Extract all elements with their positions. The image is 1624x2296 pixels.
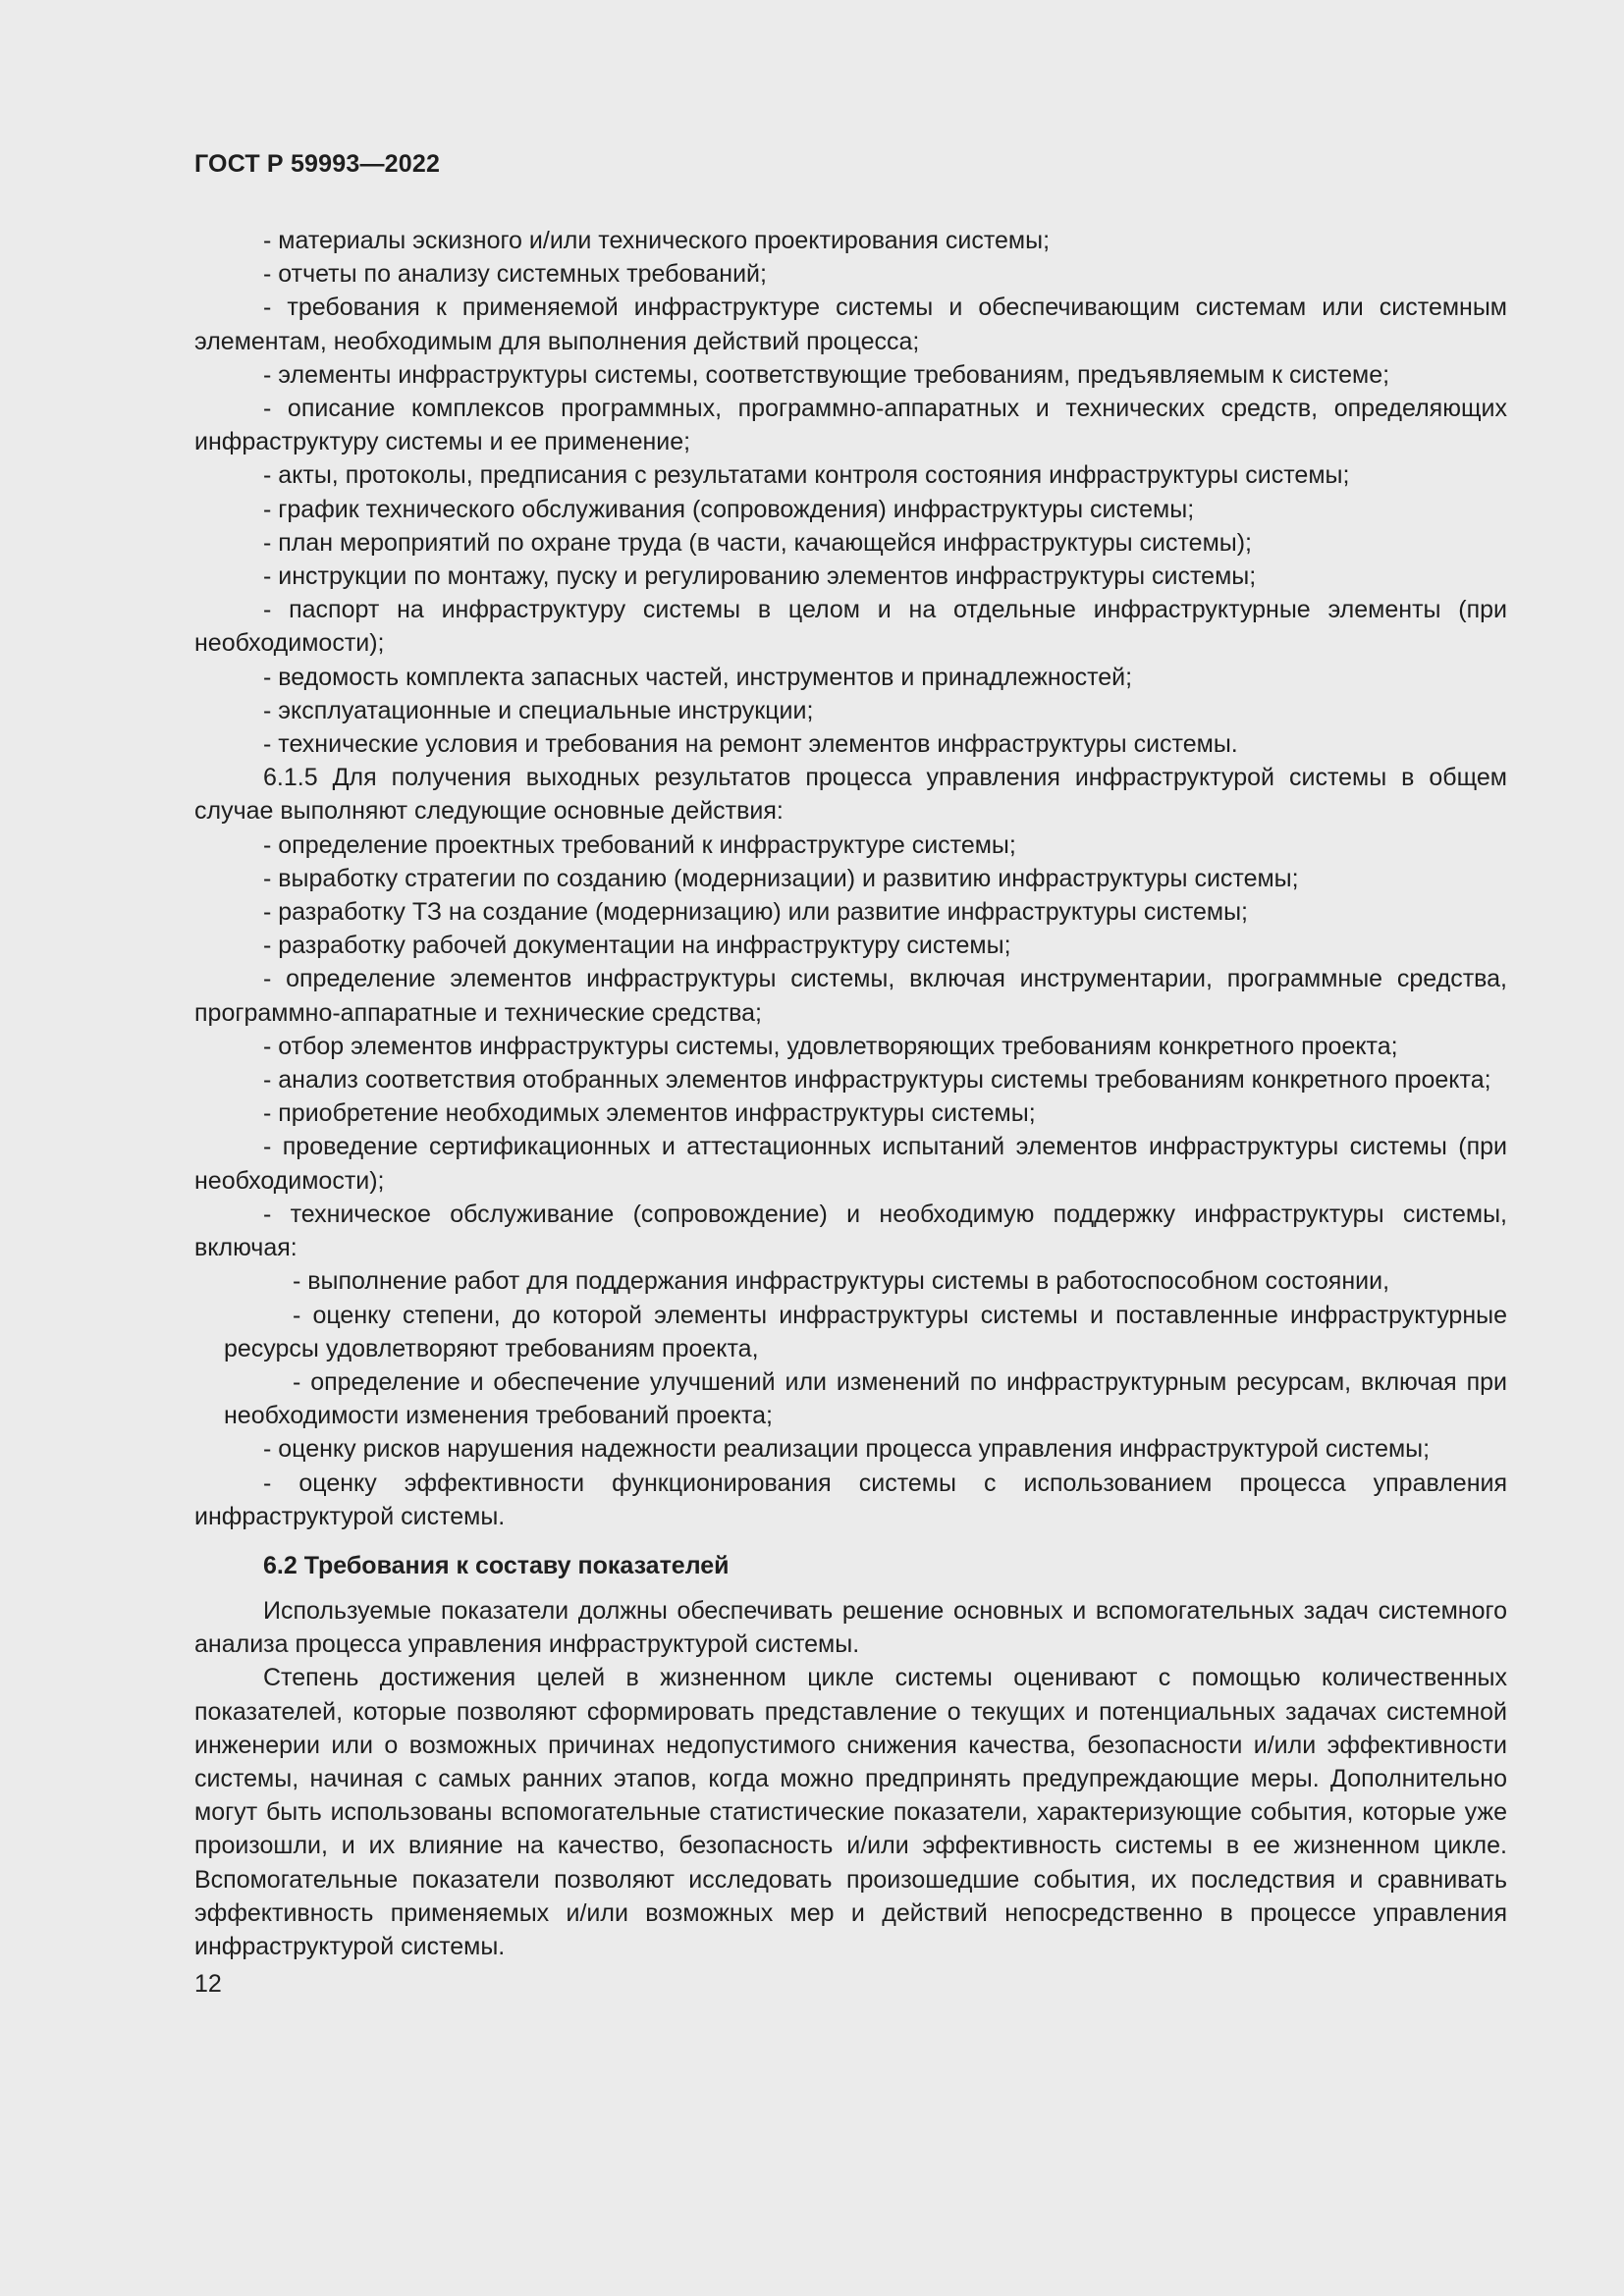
sub-list-item: - выполнение работ для поддержания инфраструктуры системы в работоспособном состоянии,	[293, 1267, 1390, 1296]
section-heading-6-2: 6.2 Требования к составу показателей	[263, 1551, 730, 1579]
list-item: - технические условия и требования на ремонт элементов инфраструктуры системы.	[263, 730, 1238, 759]
list-item: - эксплуатационные и специальные инструкции;	[263, 696, 814, 724]
paragraph: Степень достижения целей в жизненном цикле системы оценивают с помощью количественных показателей, которые позволяют сформировать представление о текущих и потенциальных задачах системной инженерии или о возможных причинах недопустимого снижения качества, безопасности и/или эффективности системы, начиная с самых ранних этапов, когда можно предпринять предупреждающие меры. Дополнительно могут быть использованы вспомогательные статистические показатели, характеризующие события, которые уже произошли, и их влияние на качество, безопасность и/или эффективность системы в ее жизненном цикле. Вспомогательные показатели позволяют исследовать произошедшие события, их последствия и сравнивать эффективность применяемых и/или возможных мер и действий непосредственно в процессе управления инфраструктурой системы.	[194, 1664, 1507, 1960]
standard-header: ГОСТ Р 59993—2022	[194, 150, 441, 178]
list-item: - техническое обслуживание (сопровождение) и необходимую поддержку инфраструктуры системы, включая:	[194, 1200, 1507, 1262]
list-item: - отчеты по анализу системных требований;	[263, 260, 767, 289]
list-item: - элементы инфраструктуры системы, соответствующие требованиям, предъявляемым к системе;	[263, 360, 1390, 389]
body-text	[194, 224, 1507, 1533]
list-item: - разработку ТЗ на создание (модернизацию) или развитие инфраструктуры системы;	[263, 898, 1248, 927]
clause-6-1-5: 6.1.5 Для получения выходных результатов процесса управления инфраструктурой системы в общем случае выполняют следующие основные действия:	[194, 764, 1507, 826]
list-item: - требования к применяемой инфраструктуре системы и обеспечивающим системам или системным элементам, необходимым для выполнения действий процесса;	[194, 294, 1507, 355]
list-item: - анализ соответствия отобранных элементов инфраструктуры системы требованиям конкретного проекта;	[263, 1066, 1491, 1095]
list-item: - описание комплексов программных, программно-аппаратных и технических средств, определяющих инфраструктуру системы и ее применение;	[194, 395, 1507, 456]
list-item: - выработку стратегии по созданию (модернизации) и развитию инфраструктуры системы;	[263, 864, 1299, 892]
list-item: - материалы эскизного и/или технического проектирования системы;	[263, 227, 1051, 254]
page-number: 12	[194, 1970, 222, 1999]
list-item: - паспорт на инфраструктуру системы в целом и на отдельные инфраструктурные элементы (при необходимости);	[194, 596, 1507, 658]
sub-list-item: - оценку степени, до которой элементы инфраструктуры системы и поставленные инфраструктурные ресурсы удовлетворяют требованиям проекта,	[224, 1301, 1507, 1362]
list-item: - инструкции по монтажу, пуску и регулированию элементов инфраструктуры системы;	[263, 562, 1257, 591]
list-item: - ведомость комплекта запасных частей, инструментов и принадлежностей;	[263, 663, 1133, 691]
sub-list-item: - определение и обеспечение улучшений или изменений по инфраструктурным ресурсам, включая при необходимости изменения требований проекта;	[224, 1367, 1507, 1430]
list-item: - проведение сертификационных и аттестационных испытаний элементов инфраструктуры системы (при необходимости);	[194, 1133, 1507, 1195]
list-item: - график технического обслуживания (сопровождения) инфраструктуры системы;	[263, 495, 1195, 523]
section-6-2-text	[194, 1594, 1507, 1963]
list-item: - определение проектных требований к инфраструктуре системы;	[263, 830, 1016, 859]
list-item: - приобретение необходимых элементов инфраструктуры системы;	[263, 1099, 1036, 1128]
list-item: - акты, протоколы, предписания с результатами контроля состояния инфраструктуры системы;	[263, 461, 1350, 490]
list-item: - определение элементов инфраструктуры системы, включая инструментарии, программные средства, программно-аппаратные и технические средства;	[194, 965, 1507, 1027]
list-item: - план мероприятий по охране труда (в части, качающейся инфраструктуры системы);	[263, 528, 1252, 557]
list-item: - оценку рисков нарушения надежности реализации процесса управления инфраструктурой системы;	[263, 1435, 1431, 1464]
list-item: - оценку эффективности функционирования системы с использованием процесса управления инфраструктурой системы.	[194, 1468, 1507, 1530]
paragraph: Используемые показатели должны обеспечивать решение основных и вспомогательных задач системного анализа процесса управления инфраструктурой системы.	[194, 1596, 1507, 1659]
list-item: - отбор элементов инфраструктуры системы, удовлетворяющих требованиям конкретного проекта;	[263, 1032, 1398, 1060]
list-item: - разработку рабочей документации на инфраструктуру системы;	[263, 932, 1011, 960]
